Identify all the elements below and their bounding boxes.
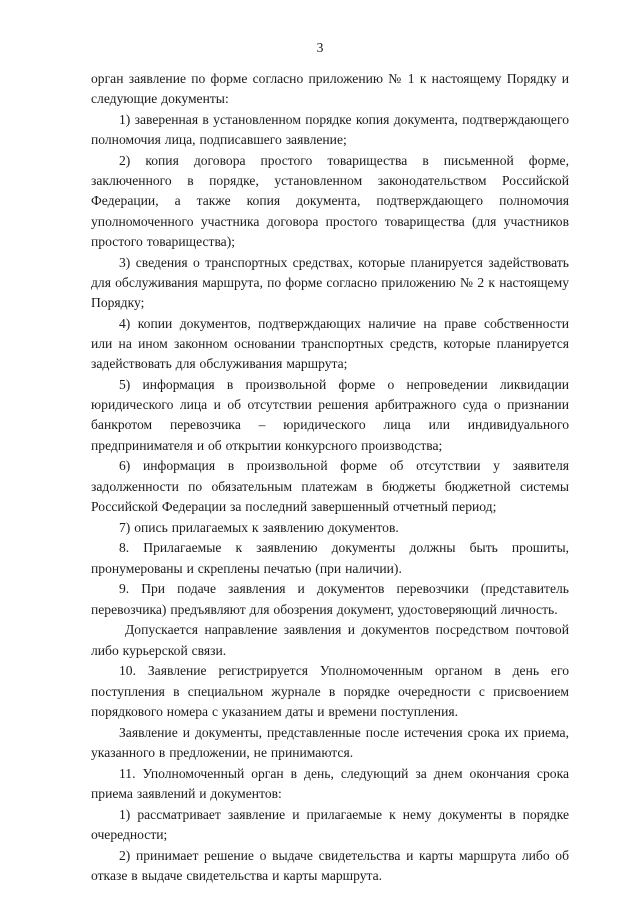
clause-8: 8. Прилагаемые к заявлению документы должны быть прошиты, пронумерованы и скреплены печатью (при наличии).: [91, 540, 569, 576]
paragraph-intro: орган заявление по форме согласно приложению № 1 к настоящему Порядку и следующие документы:: [91, 71, 569, 107]
list-item-6: 6) информация в произвольной форме об отсутствии у заявителя задолженности по обязательным платежам в бюджеты бюджетной системы Российской Федерации за последний завершенный отчетный период;: [91, 458, 569, 514]
clause-11-item-2: 2) принимает решение о выдаче свидетельства и карты маршрута либо об отказе в выдаче свидетельства и карты маршрута.: [91, 847, 569, 883]
clause-11-item-1: 1) рассматривает заявление и прилагаемые к нему документы в порядке очередности;: [91, 806, 569, 842]
list-item-3: 3) сведения о транспортных средствах, которые планируется задействовать для обслуживания маршрута, по форме согласно приложению № 2 к настоящему Порядку;: [91, 254, 569, 311]
clause-10: 10. Заявление регистрируется Уполномоченным органом в день его поступления в специальном журнале в порядке очередности с присвоением порядкового номера с указанием даты и времени поступления.: [91, 663, 569, 719]
list-item-1: 1) заверенная в установленном порядке копия документа, подтверждающего полномочия лица, подписавшего заявление;: [91, 112, 569, 148]
page-number: 3: [316, 40, 324, 55]
list-item-4: 4) копии документов, подтверждающих наличие на праве собственности или на ином законном основании транспортных средств, которые планируется задействовать для обслуживания маршрута;: [91, 315, 569, 372]
clause-9: 9. При подаче заявления и документов перевозчики (представитель перевозчика) предъявляют для обозрения документ, удостоверяющий личность.: [91, 581, 569, 617]
document-body: [91, 69, 569, 887]
list-item-5: 5) информация в произвольной форме о непроведении ликвидации юридического лица и об отсутствии решения арбитражного суда о признании банкротом перевозчика – юридического лица или индивидуального предпринимателя и об открытии конкурсного производства;: [91, 377, 569, 453]
list-item-2: 2) копия договора простого товарищества в письменной форме, заключенного в порядке, установленном законодательством Российской Федерации, а также копия документа, подтверждающего полномочия уполномоченного участника договора простого товарищества (для участников простого товарищества);: [91, 153, 569, 249]
clause-9-note: Допускается направление заявления и документов посредством почтовой либо курьерской связи.: [91, 622, 569, 658]
clause-11: 11. Уполномоченный орган в день, следующий за днем окончания срока приема заявлений и документов:: [91, 765, 569, 801]
clause-10-note: Заявление и документы, представленные после истечения срока их приема, указанного в предложении, не принимаются.: [91, 724, 569, 760]
list-item-7: 7) опись прилагаемых к заявлению документов.: [119, 519, 399, 535]
